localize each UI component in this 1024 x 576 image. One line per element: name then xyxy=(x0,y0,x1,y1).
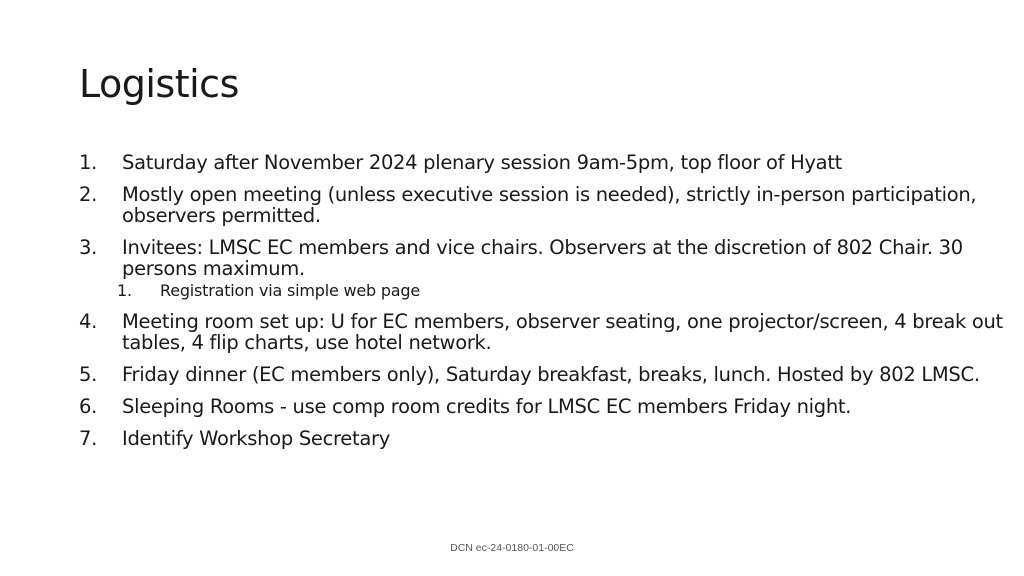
list-item xyxy=(79,396,1009,417)
list-item-number: 4. xyxy=(79,310,98,333)
list-item-number: 7. xyxy=(79,427,98,450)
list-item xyxy=(79,184,1009,226)
list-item-text: Friday dinner (EC members only), Saturday breakfast, breaks, lunch. Hosted by 802 LMSC. xyxy=(122,363,980,386)
sub-list-item-text: Registration via simple web page xyxy=(160,281,421,300)
list-item-text: Invitees: LMSC EC members and vice chairs. Observers at the discretion of 802 Chair. 30 persons maximum. xyxy=(122,236,963,280)
list-item-number: 6. xyxy=(79,395,98,418)
footer-dcn: DCN ec-24-0180-01-00EC xyxy=(450,542,574,554)
list-item xyxy=(79,428,1009,449)
list-item-text: Sleeping Rooms - use comp room credits for LMSC EC members Friday night. xyxy=(122,395,852,418)
list-item-number: 3. xyxy=(79,236,98,259)
list-item xyxy=(79,237,1009,279)
list-item-text: Saturday after November 2024 plenary session 9am-5pm, top floor of Hyatt xyxy=(122,151,843,174)
list-item-number: 1. xyxy=(79,151,98,174)
list-item xyxy=(79,311,1009,353)
list-item xyxy=(79,364,1009,385)
numbered-list xyxy=(79,152,1009,460)
list-item xyxy=(79,152,1009,173)
sub-list-item xyxy=(79,282,1009,300)
list-item-text: Identify Workshop Secretary xyxy=(122,427,390,450)
list-item-number: 5. xyxy=(79,363,98,386)
sub-list-item-number: 1. xyxy=(117,281,132,300)
slide-title: Logistics xyxy=(79,62,239,106)
list-item-text: Meeting room set up: U for EC members, observer seating, one projector/screen, 4 break out tables, 4 flip charts, use hotel network. xyxy=(122,310,1003,354)
list-item-text: Mostly open meeting (unless executive session is needed), strictly in-person participation, observers permitted. xyxy=(122,183,977,227)
list-item-number: 2. xyxy=(79,183,98,206)
